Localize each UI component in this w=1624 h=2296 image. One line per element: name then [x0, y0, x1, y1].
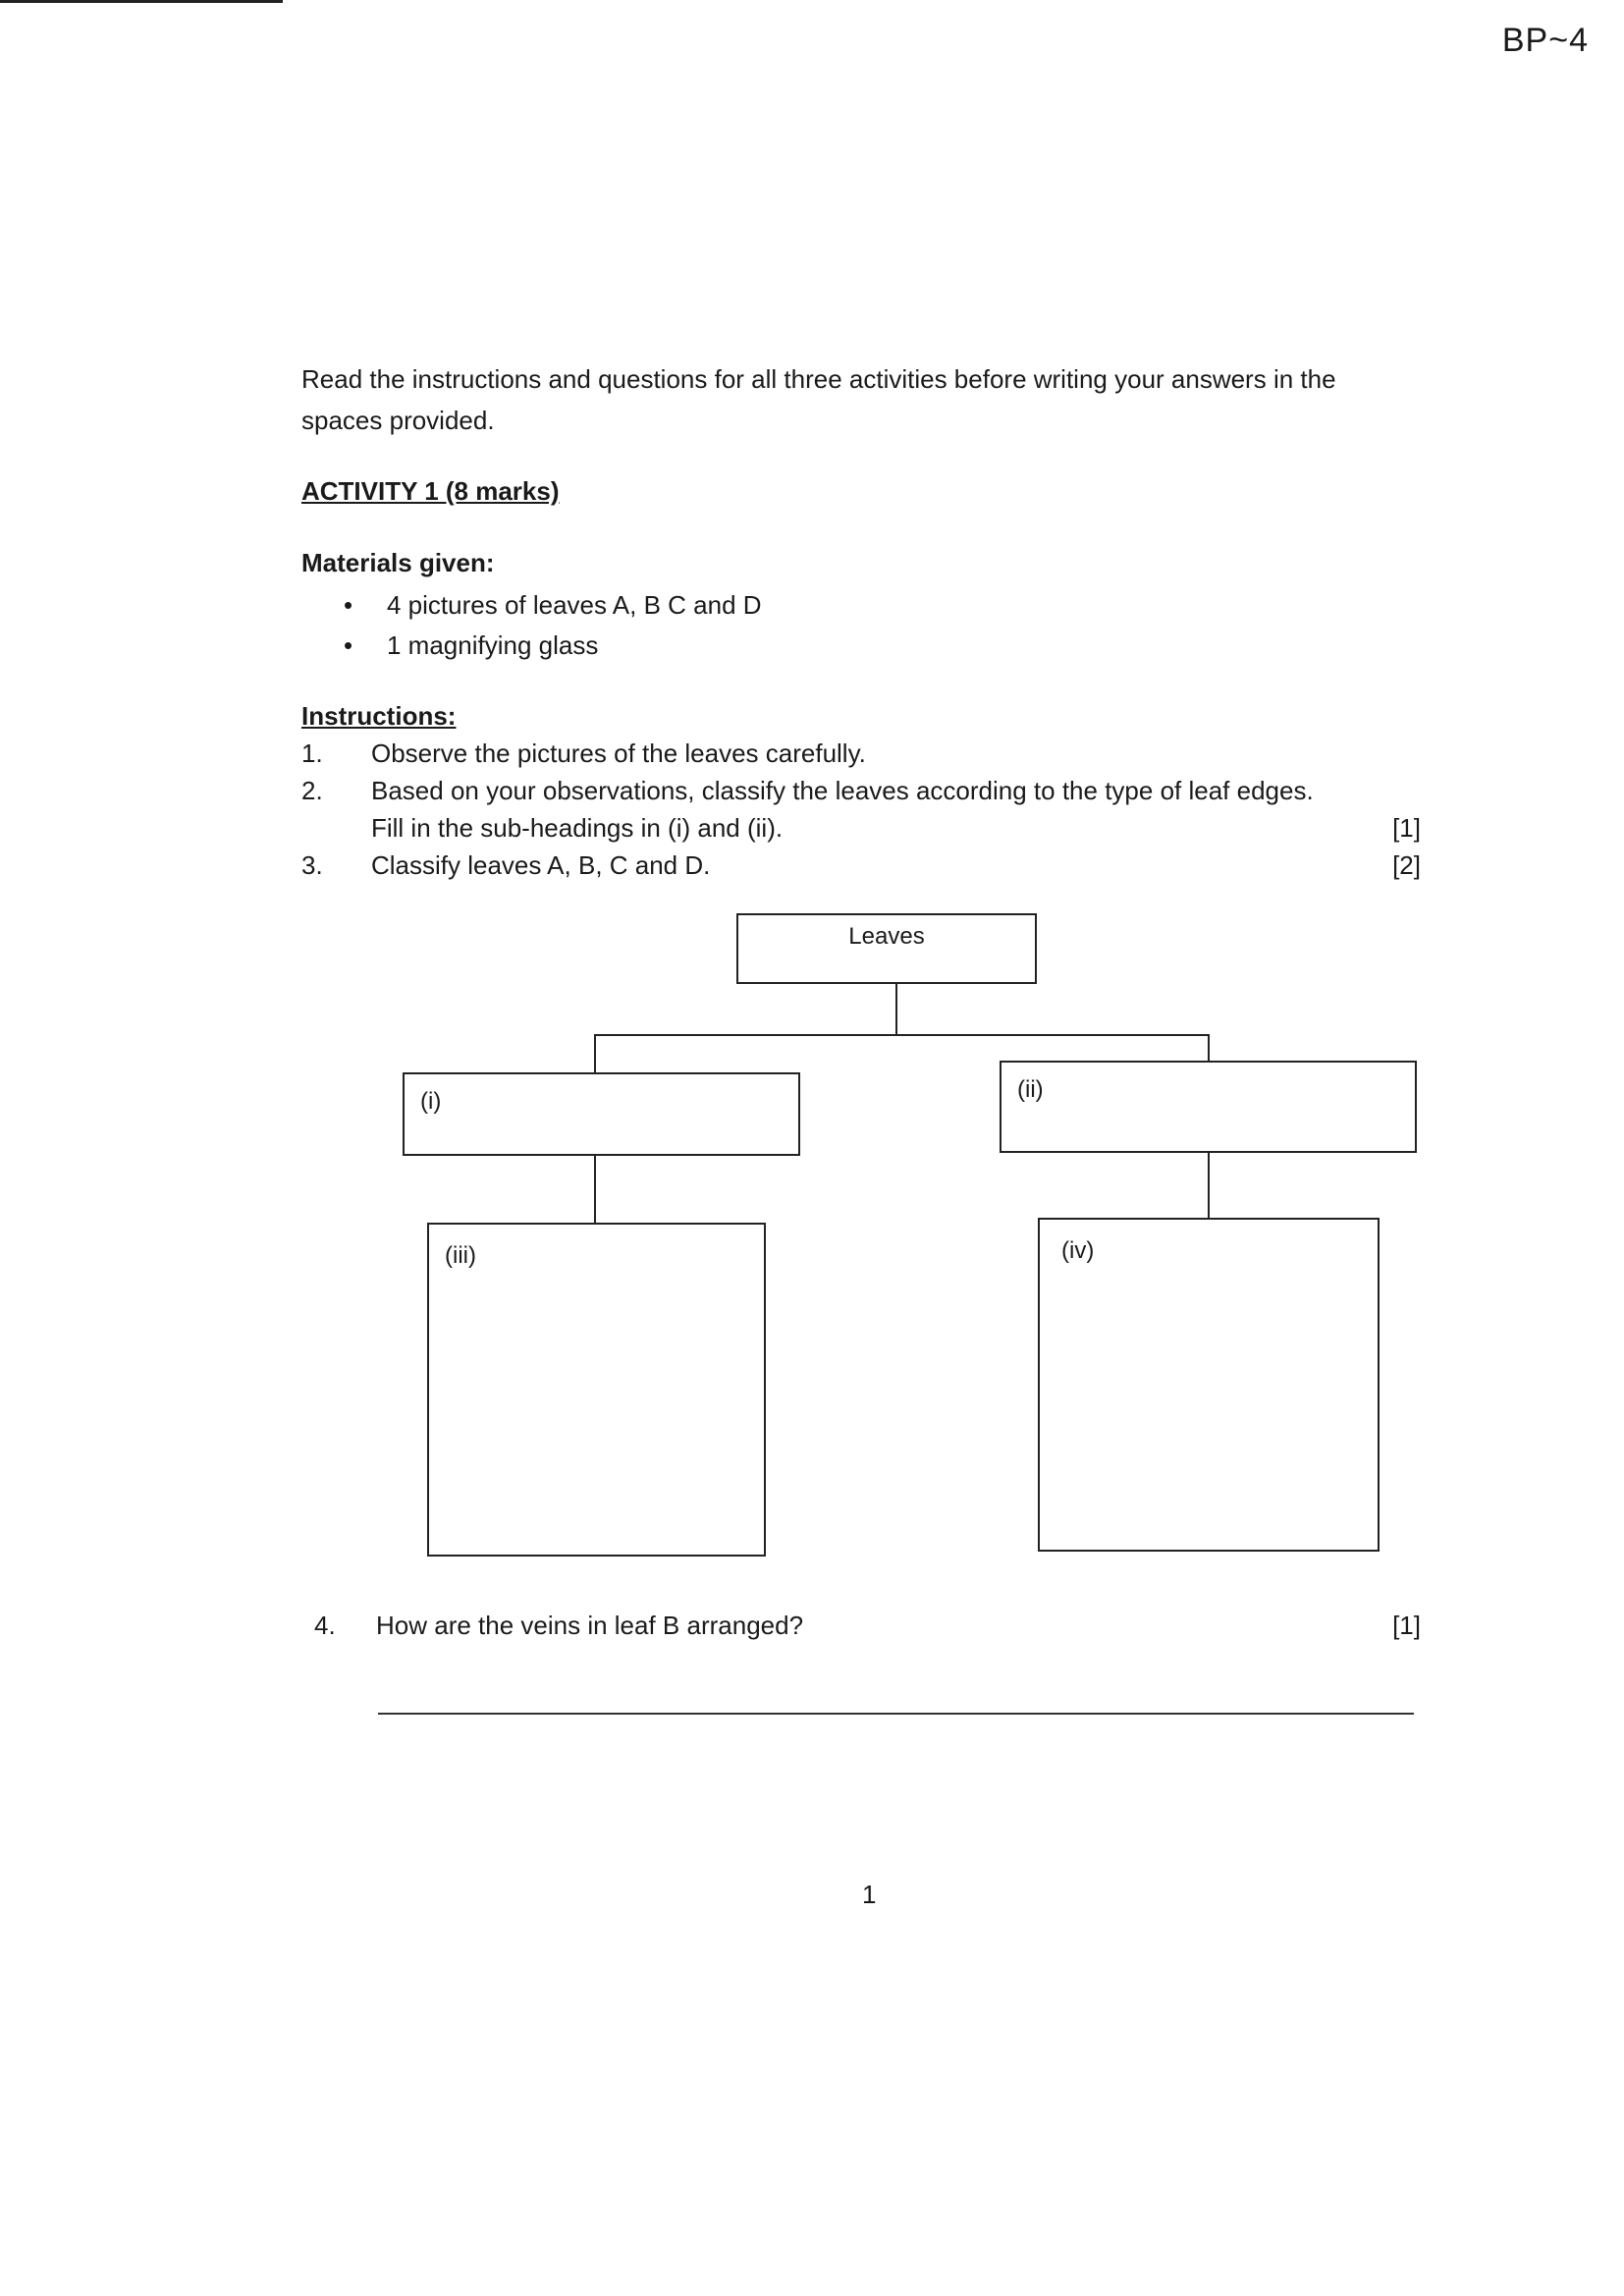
- classify-box-iii[interactable]: [427, 1223, 766, 1557]
- top-rule: [0, 0, 283, 3]
- heading-box-i[interactable]: [403, 1072, 800, 1156]
- instruction-number: 3.: [301, 850, 323, 880]
- instruction-text: Classify leaves A, B, C and D.: [371, 850, 711, 880]
- instruction-mark: [1]: [1392, 813, 1421, 843]
- page-code: BP~4: [1501, 22, 1589, 59]
- materials-list: [344, 585, 762, 666]
- materials-title: Materials given:: [301, 548, 495, 577]
- connector-root-down: [895, 984, 897, 1035]
- activity-title: ACTIVITY 1 (8 marks): [301, 476, 560, 506]
- question-4: [314, 1611, 1421, 1641]
- answer-line[interactable]: [378, 1713, 1414, 1715]
- material-item: • 1 magnifying glass: [344, 626, 762, 666]
- instruction-row: [301, 772, 1421, 809]
- instruction-row: [301, 735, 1421, 772]
- instruction-row: [301, 847, 1421, 884]
- intro-paragraph: Read the instructions and questions for all three activities before writing your answers in the spaces provided.: [301, 364, 1336, 435]
- heading-label-ii: (ii): [1017, 1076, 1044, 1103]
- instruction-text: Based on your observations, classify the leaves according to the type of leaf edges.: [371, 776, 1314, 805]
- connector-horizontal: [594, 1034, 1210, 1036]
- material-item: • 4 pictures of leaves A, B C and D: [344, 585, 762, 626]
- instruction-text: Observe the pictures of the leaves carefully.: [371, 738, 866, 768]
- classify-label-iv: (iv): [1061, 1237, 1095, 1264]
- connector-right-down: [1208, 1034, 1210, 1062]
- question-mark: [1]: [1392, 1611, 1421, 1640]
- instruction-mark: [1362, 735, 1421, 772]
- question-number: 4.: [314, 1611, 336, 1640]
- instruction-text: Fill in the sub-headings in (i) and (ii).: [371, 813, 784, 843]
- instruction-mark: [2]: [1392, 850, 1421, 880]
- root-label: Leaves: [848, 923, 925, 950]
- instruction-row: [301, 809, 1421, 847]
- classify-box-iv[interactable]: [1038, 1218, 1380, 1552]
- connector-ii-down: [1208, 1153, 1210, 1220]
- instruction-number: 2.: [301, 776, 323, 805]
- root-box-leaves: [736, 913, 1037, 984]
- instruction-number: 1.: [301, 738, 323, 768]
- connector-i-down: [594, 1156, 596, 1225]
- classify-label-iii: (iii): [445, 1242, 476, 1269]
- instructions-title: Instructions:: [301, 701, 457, 731]
- instructions-list: [301, 735, 1421, 884]
- heading-box-ii[interactable]: [1000, 1061, 1417, 1153]
- connector-left-down: [594, 1034, 596, 1073]
- page-number: 1: [862, 1880, 877, 1909]
- heading-label-i: (i): [420, 1088, 442, 1115]
- instruction-mark: [1362, 772, 1421, 809]
- instruction-number: [301, 809, 371, 847]
- question-text: How are the veins in leaf B arranged?: [376, 1611, 804, 1640]
